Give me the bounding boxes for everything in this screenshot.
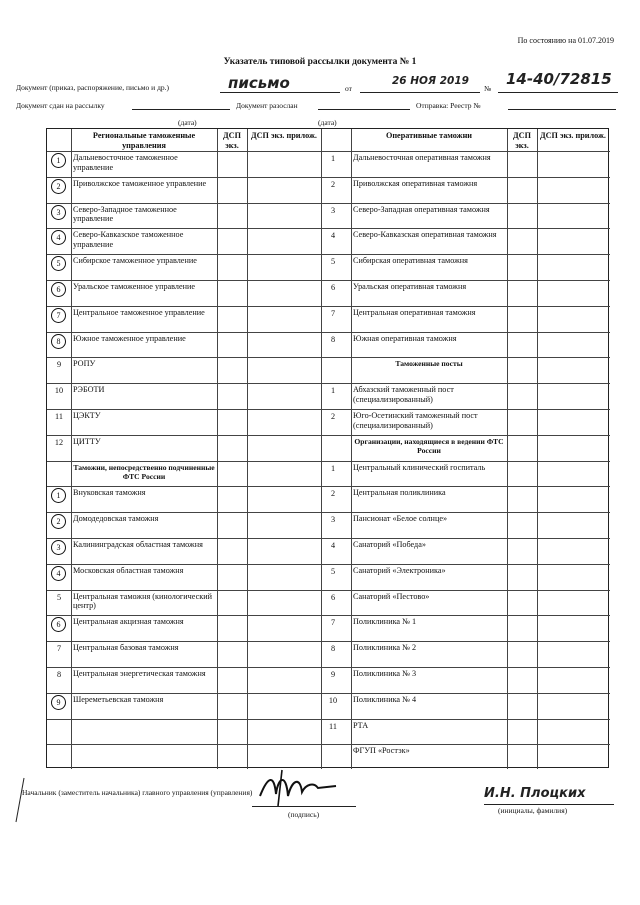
- left-row-number-circled: 6: [51, 282, 66, 297]
- left-row-number: 11: [55, 412, 63, 421]
- name-caption: (инициалы, фамилия): [498, 806, 568, 815]
- right-row-name: Поликлиника № 3: [353, 669, 417, 678]
- right-row-number: 3: [330, 515, 336, 525]
- right-row-number: 2: [330, 412, 336, 421]
- grid-hline: [321, 332, 610, 333]
- right-row-number: 1: [330, 463, 336, 473]
- grid-hline: [321, 203, 610, 204]
- right-row-number: 5: [330, 257, 336, 267]
- left-row-number-circled: 9: [51, 695, 66, 710]
- left-section-heading: Таможни, непосредственно подчиненные ФТС России: [73, 462, 215, 481]
- name-underline: [484, 804, 614, 805]
- grid-hline: [321, 564, 610, 565]
- grid-hline: [47, 512, 321, 513]
- left-row-name: Калининградская областная таможня: [73, 540, 203, 549]
- signatory-position: Начальник (заместитель начальника) главного управления (управления): [22, 788, 253, 797]
- grid-hline: [321, 693, 610, 694]
- grid-hline: [321, 512, 610, 513]
- right-dsp-attachments-header: ДСП экз. прилож.: [540, 131, 606, 140]
- grid-hline: [47, 203, 321, 204]
- right-row-name: Северо-Кавказская оперативная таможня: [353, 230, 497, 240]
- left-row-name: Южное таможенное управление: [73, 333, 186, 343]
- number-label: №: [484, 84, 492, 93]
- grid-hline: [47, 615, 321, 616]
- left-row-name: ЦЭКТУ: [73, 411, 101, 420]
- signatory-name: И.Н. Плоцких: [484, 786, 586, 801]
- right-row-name: ФГУП «Ростэк»: [353, 746, 410, 756]
- grid-vline: [247, 129, 248, 769]
- grid-hline: [47, 719, 321, 720]
- left-row-name: Центральное таможенное управление: [73, 307, 205, 317]
- grid-hline: [47, 744, 321, 745]
- left-row-number-circled: 4: [51, 566, 66, 581]
- left-row-name: Внуковская таможня: [73, 488, 146, 498]
- signature-underline: [252, 806, 356, 807]
- grid-hline: [47, 538, 321, 539]
- grid-hline: [321, 590, 610, 591]
- page-title: Указатель типовой рассылки документа № 1: [223, 57, 417, 67]
- grid-hline: [47, 306, 321, 307]
- grid-hline: [321, 615, 610, 616]
- right-row-number: 7: [330, 308, 336, 318]
- shipment-label: Отправка: Реестр №: [416, 101, 481, 110]
- status-date: По состоянию на 01.07.2019: [517, 36, 614, 45]
- grid-hline: [321, 641, 610, 642]
- grid-hline: [321, 177, 610, 178]
- left-row-name: Центральная акцизная таможня: [73, 617, 184, 627]
- left-row-name: Северо-Кавказское таможенное управление: [73, 230, 184, 250]
- grid-hline: [47, 254, 321, 255]
- grid-hline: [321, 357, 610, 358]
- grid-vline: [507, 129, 508, 769]
- left-row-number: 7: [56, 644, 62, 654]
- grid-vline: [351, 129, 352, 769]
- right-row-number: 10: [328, 695, 338, 705]
- right-row-name: Дальневосточная оперативная таможня: [353, 153, 491, 162]
- left-row-number-circled: 7: [51, 308, 66, 323]
- right-column-header: Оперативные таможни: [385, 131, 473, 140]
- grid-hline: [47, 409, 321, 410]
- right-row-number: 2: [330, 489, 336, 499]
- right-row-name: Центральная оперативная таможня: [353, 307, 476, 317]
- grid-hline: [321, 280, 610, 281]
- right-row-number: 6: [330, 592, 336, 602]
- grid-vline: [217, 129, 218, 769]
- date-label-left: (дата): [178, 118, 197, 127]
- grid-hline: [321, 461, 610, 462]
- left-row-number: 8: [56, 670, 62, 679]
- left-row-number: 5: [56, 592, 62, 602]
- from-label: от: [345, 84, 352, 93]
- right-row-number: 4: [330, 231, 336, 241]
- right-row-name: Приволжская оперативная таможня: [353, 178, 478, 188]
- right-row-number: 3: [330, 205, 336, 215]
- grid-vline: [537, 129, 538, 769]
- right-row-name: Центральный клинический госпиталь: [353, 462, 486, 472]
- mailing-table: [46, 128, 609, 768]
- doc-type-label: Документ (приказ, распоряжение, письмо и др.): [16, 83, 170, 92]
- grid-hline: [47, 693, 321, 694]
- left-row-name: Северо-Западное таможенное управление: [73, 204, 177, 224]
- sent-underline: [318, 109, 410, 110]
- grid-hline: [47, 151, 610, 152]
- left-row-name: РОПУ: [73, 359, 96, 369]
- left-row-name: Шереметьевская таможня: [73, 694, 164, 704]
- left-column-header: Региональные таможенные управления: [92, 131, 196, 150]
- left-dsp-copies-header: ДСП экз.: [223, 131, 241, 150]
- grid-hline: [321, 383, 610, 384]
- grid-hline: [321, 306, 610, 307]
- right-section-heading: Таможенные посты: [395, 359, 463, 369]
- left-row-number-circled: 2: [51, 179, 66, 194]
- right-row-number: 5: [330, 566, 336, 576]
- left-row-name: Центральная энергетическая таможня: [73, 669, 206, 678]
- right-row-name: Абхазский таможенный пост (специализированный): [353, 385, 454, 404]
- right-row-number: 2: [330, 179, 336, 189]
- doc-date-value: 26 НОЯ 2019: [392, 75, 469, 87]
- left-row-name: РЭБОТИ: [73, 385, 105, 395]
- left-row-number-circled: 8: [51, 334, 66, 349]
- grid-hline: [47, 177, 321, 178]
- right-section-heading: Организации, находящиеся в ведении ФТС России: [354, 436, 504, 455]
- grid-hline: [47, 590, 321, 591]
- left-row-name: Дальневосточное таможенное управление: [73, 153, 178, 172]
- left-row-number: 12: [54, 437, 64, 447]
- grid-hline: [321, 538, 610, 539]
- handwritten-signature: [252, 766, 342, 810]
- grid-hline: [47, 280, 321, 281]
- left-row-name: Центральная базовая таможня: [73, 643, 179, 653]
- grid-hline: [47, 383, 321, 384]
- right-row-name: Центральная поликлиника: [353, 488, 446, 498]
- right-row-name: Северо-Западная оперативная таможня: [353, 204, 490, 214]
- sent-label: Документ разослан: [236, 101, 298, 110]
- left-row-name: Московская областная таможня: [73, 565, 184, 575]
- doc-number-value: 14-40/72815: [506, 70, 612, 88]
- left-row-number-circled: 6: [51, 617, 66, 632]
- sent-to-mailing-underline: [132, 109, 230, 110]
- right-row-number: 11: [329, 721, 337, 731]
- signature-caption: (подпись): [288, 810, 320, 819]
- right-row-number: 4: [330, 541, 336, 550]
- right-row-name: Санаторий «Электроника»: [353, 565, 446, 575]
- left-row-name: Домодедовская таможня: [73, 514, 159, 524]
- right-row-name: РТА: [353, 720, 369, 730]
- right-row-number: 6: [330, 283, 336, 292]
- right-row-name: Поликлиника № 2: [353, 643, 417, 653]
- left-row-number-circled: 3: [51, 205, 66, 220]
- left-row-number-circled: 1: [51, 488, 66, 503]
- grid-vline: [71, 129, 72, 769]
- right-row-number: 8: [330, 644, 336, 654]
- grid-hline: [321, 435, 610, 436]
- grid-hline: [47, 461, 321, 462]
- right-dsp-copies-header: ДСП экз.: [513, 131, 531, 150]
- left-row-number-circled: 2: [51, 514, 66, 529]
- grid-hline: [47, 435, 321, 436]
- right-row-name: Санаторий «Пестово»: [353, 591, 430, 601]
- left-row-number-circled: 4: [51, 230, 66, 245]
- margin-slash-mark: [14, 776, 26, 824]
- grid-hline: [47, 667, 321, 668]
- left-row-number-circled: 1: [51, 153, 66, 168]
- right-row-name: Поликлиника № 4: [353, 694, 417, 704]
- grid-hline: [47, 228, 321, 229]
- grid-hline: [47, 486, 321, 487]
- shipment-underline: [508, 109, 616, 110]
- grid-hline: [321, 719, 610, 720]
- left-row-number: 9: [56, 360, 62, 370]
- right-row-name: Южная оперативная таможня: [353, 333, 457, 343]
- left-row-name: Сибирское таможенное управление: [73, 256, 197, 266]
- doc-type-value: письмо: [228, 74, 290, 92]
- left-row-name: ЦИТТУ: [73, 436, 101, 446]
- right-row-number: 7: [330, 618, 336, 628]
- grid-hline: [47, 641, 321, 642]
- date-label-right: (дата): [318, 118, 337, 127]
- date-underline: [360, 92, 480, 93]
- right-row-name: Пансионат «Белое солнце»: [353, 514, 448, 524]
- left-row-name: Уральское таможенное управление: [73, 282, 196, 291]
- grid-hline: [321, 486, 610, 487]
- number-underline: [498, 92, 618, 93]
- left-row-name: Приволжское таможенное управление: [73, 178, 207, 188]
- right-row-number: 9: [330, 670, 336, 679]
- grid-hline: [321, 254, 610, 255]
- right-row-name: Юго-Осетинский таможенный пост (специализированный): [353, 411, 478, 430]
- grid-hline: [47, 564, 321, 565]
- right-row-name: Поликлиника № 1: [353, 617, 417, 627]
- left-dsp-attachments-header: ДСП экз. прилож.: [251, 131, 317, 140]
- grid-hline: [47, 332, 321, 333]
- right-row-name: Уральская оперативная таможня: [353, 282, 467, 291]
- right-row-name: Санаторий «Победа»: [353, 540, 426, 549]
- right-row-number: 1: [330, 154, 336, 163]
- grid-hline: [321, 667, 610, 668]
- grid-hline: [321, 744, 610, 745]
- doc-type-underline: [220, 92, 340, 93]
- grid-hline: [321, 409, 610, 410]
- left-row-name: Центральная таможня (кинологический центр): [73, 591, 212, 611]
- grid-hline: [47, 357, 321, 358]
- left-row-number: 10: [54, 386, 64, 396]
- grid-hline: [321, 228, 610, 229]
- right-row-number: 1: [330, 386, 336, 396]
- left-row-number-circled: 5: [51, 256, 66, 271]
- sent-to-mailing-label: Документ сдан на рассылку: [16, 101, 105, 110]
- right-row-name: Сибирская оперативная таможня: [353, 256, 468, 266]
- left-row-number-circled: 3: [51, 540, 66, 555]
- right-row-number: 8: [330, 334, 336, 344]
